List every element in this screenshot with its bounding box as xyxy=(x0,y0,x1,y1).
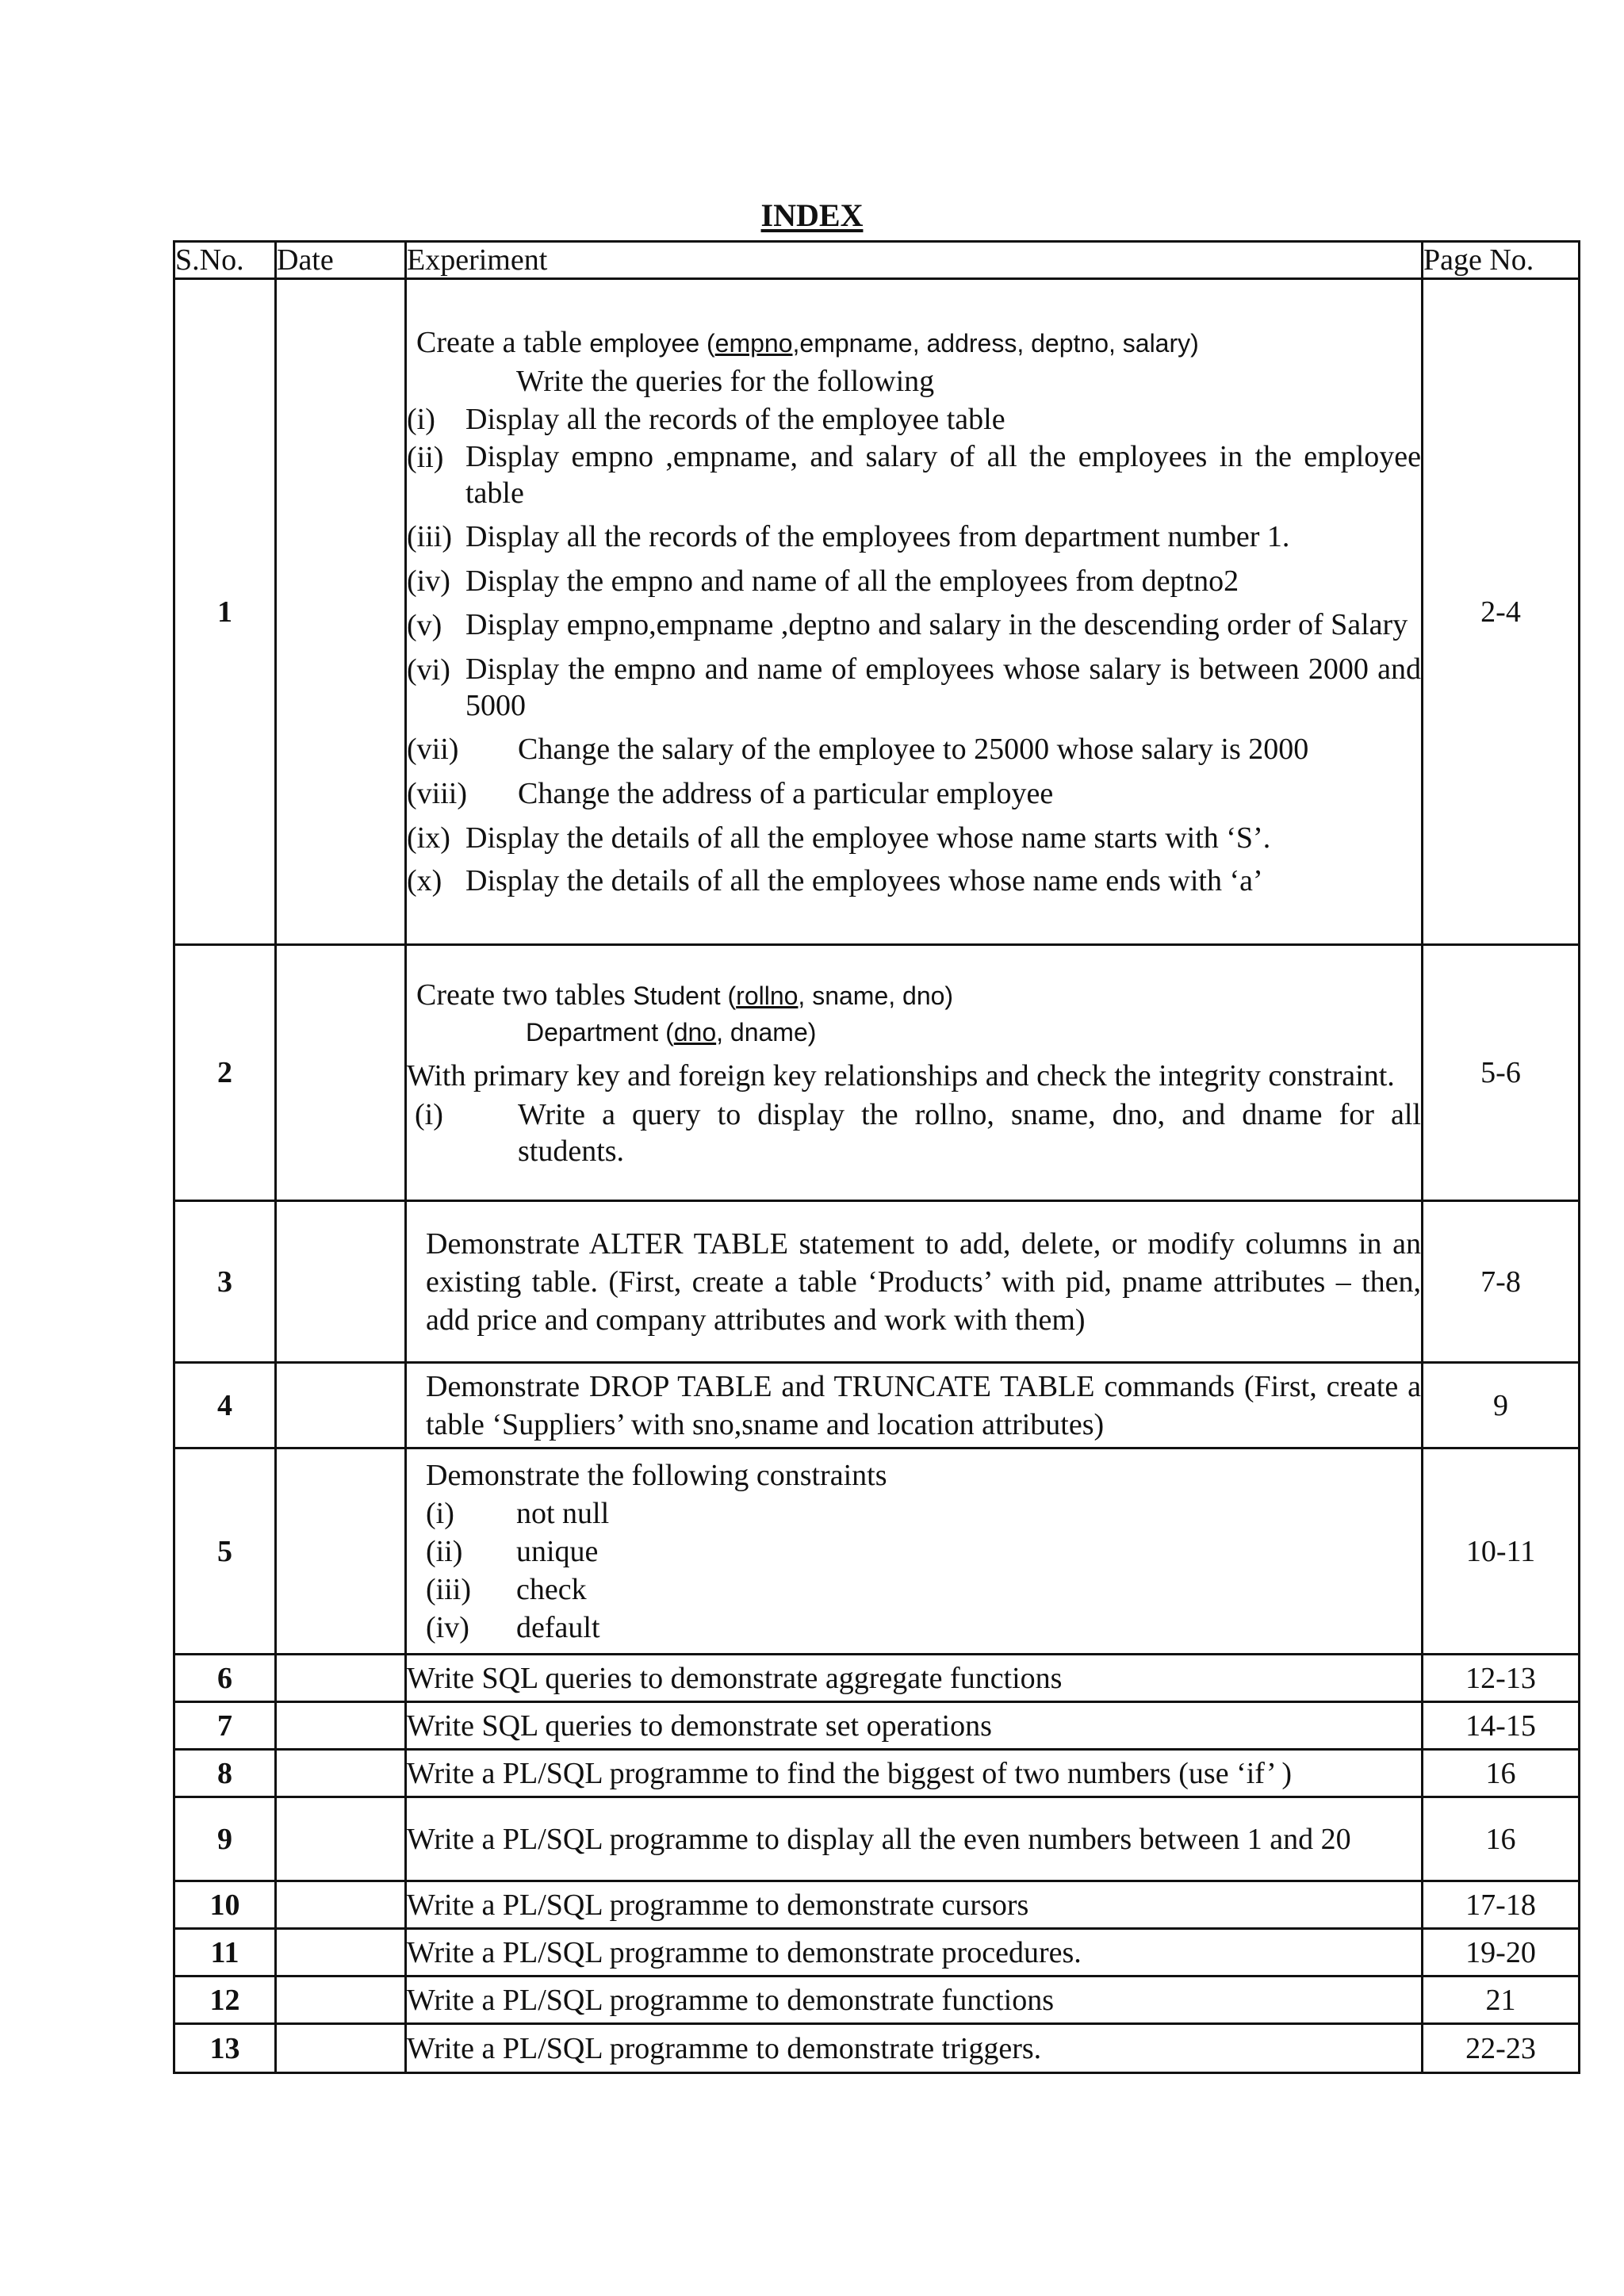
row-sno: 6 xyxy=(174,1655,276,1702)
row-experiment: Write a PL/SQL programme to display all the even numbers between 1 and 20 xyxy=(406,1797,1423,1881)
row-page-no: 19-20 xyxy=(1423,1929,1580,1976)
header-date: Date xyxy=(276,242,406,279)
query-item: (i) Write a query to display the rollno, sname, dno, and dname for all students. xyxy=(415,1097,1421,1168)
experiment-table-2: Department (dno, dname) xyxy=(526,1017,817,1047)
table-row xyxy=(174,945,1580,1201)
row-page-no: 5-6 xyxy=(1423,945,1580,1201)
row-sno: 1 xyxy=(174,279,276,945)
row-sno: 3 xyxy=(174,1201,276,1363)
index-table xyxy=(173,240,1580,2074)
row-date xyxy=(276,1797,406,1881)
query-item: (iv) Display the empno and name of all the employees from deptno2 xyxy=(407,564,1239,598)
experiment-intro-2: Write the queries for the following xyxy=(516,365,935,398)
experiment-text: With primary key and foreign key relationships and check the integrity constraint. xyxy=(407,1058,1395,1093)
table-row xyxy=(174,1881,1580,1929)
experiment-text: Demonstrate DROP TABLE and TRUNCATE TABLE commands (First, create a table ‘Suppliers’ with sno,sname and location attributes) xyxy=(426,1369,1421,1441)
row-experiment: Write a PL/SQL programme to find the biggest of two numbers (use ‘if’ ) xyxy=(406,1750,1423,1797)
row-sno: 12 xyxy=(174,1976,276,2024)
query-item: (ix) Display the details of all the employee whose name starts with ‘S’. xyxy=(407,821,1271,855)
table-row xyxy=(174,1448,1580,1655)
row-sno: 4 xyxy=(174,1363,276,1448)
row-date xyxy=(276,2024,406,2073)
table-row xyxy=(174,279,1580,945)
row-sno: 10 xyxy=(174,1881,276,1929)
row-experiment xyxy=(406,945,1423,1201)
row-sno: 2 xyxy=(174,945,276,1201)
header-row xyxy=(174,242,1580,279)
row-date xyxy=(276,1929,406,1976)
table-row xyxy=(174,1702,1580,1750)
row-sno: 7 xyxy=(174,1702,276,1750)
constraint-item: (iv) default xyxy=(426,1610,600,1644)
experiment-intro: Demonstrate the following constraints xyxy=(426,1458,887,1492)
constraint-item: (i) not null xyxy=(426,1496,610,1530)
row-page-no: 2-4 xyxy=(1423,279,1580,945)
table-row xyxy=(174,1797,1580,1881)
header-page-no: Page No. xyxy=(1423,242,1580,279)
row-page-no: 21 xyxy=(1423,1976,1580,2024)
row-page-no: 22-23 xyxy=(1423,2024,1580,2073)
row-sno: 11 xyxy=(174,1929,276,1976)
row-page-no: 16 xyxy=(1423,1750,1580,1797)
query-item: (v) Display empno,empname ,deptno and salary in the descending order of Salary xyxy=(407,608,1408,642)
experiment-intro: Create two tables Student (rollno, sname, dno) xyxy=(416,978,954,1012)
row-experiment: Write SQL queries to demonstrate set operations xyxy=(406,1702,1423,1750)
page-title: INDEX xyxy=(760,197,864,233)
table-row xyxy=(174,1976,1580,2024)
table-row xyxy=(174,1201,1580,1363)
row-experiment: Write SQL queries to demonstrate aggregate functions xyxy=(406,1655,1423,1702)
row-date xyxy=(276,279,406,945)
row-page-no: 16 xyxy=(1423,1797,1580,1881)
row-page-no: 9 xyxy=(1423,1363,1580,1448)
query-item: (i) Display all the records of the employee table xyxy=(407,403,1005,436)
row-page-no: 17-18 xyxy=(1423,1881,1580,1929)
header-sno: S.No. xyxy=(174,242,276,279)
row-experiment: Write a PL/SQL programme to demonstrate cursors xyxy=(406,1881,1423,1929)
row-experiment: Write a PL/SQL programme to demonstrate functions xyxy=(406,1976,1423,2024)
experiment-text: Demonstrate ALTER TABLE statement to add, delete, or modify columns in an existing table. (First, create a table ‘Products’ with pid, pname attributes – then, add price and company attributes and work with them) xyxy=(426,1226,1421,1337)
query-item: (ii) Display empno ,empname, and salary of all the employees in the employee table xyxy=(407,440,1421,510)
constraint-item: (iii) check xyxy=(426,1572,587,1606)
table-row xyxy=(174,1655,1580,1702)
experiment-intro: Create a table employee (empno,empname, address, deptno, salary) xyxy=(416,326,1199,359)
table-row xyxy=(174,1363,1580,1448)
row-date xyxy=(276,1655,406,1702)
table-row xyxy=(174,1750,1580,1797)
row-page-no: 7-8 xyxy=(1423,1201,1580,1363)
constraint-item: (ii) unique xyxy=(426,1534,599,1568)
row-date xyxy=(276,945,406,1201)
row-date xyxy=(276,1750,406,1797)
row-experiment: Write a PL/SQL programme to demonstrate procedures. xyxy=(406,1929,1423,1976)
row-experiment xyxy=(406,279,1423,945)
row-date xyxy=(276,1976,406,2024)
row-experiment xyxy=(406,1363,1423,1448)
table-row xyxy=(174,1929,1580,1976)
header-experiment: Experiment xyxy=(406,242,1423,279)
row-sno: 13 xyxy=(174,2024,276,2073)
row-experiment: Write a PL/SQL programme to demonstrate triggers. xyxy=(406,2024,1423,2073)
row-sno: 8 xyxy=(174,1750,276,1797)
query-item: (iii) Display all the records of the employees from department number 1. xyxy=(407,520,1290,553)
query-item: (vii) Change the salary of the employee to 25000 whose salary is 2000 xyxy=(407,733,1309,766)
row-date xyxy=(276,1201,406,1363)
row-date xyxy=(276,1881,406,1929)
row-experiment xyxy=(406,1448,1423,1655)
row-sno: 5 xyxy=(174,1448,276,1655)
row-page-no: 12-13 xyxy=(1423,1655,1580,1702)
row-date xyxy=(276,1702,406,1750)
row-experiment xyxy=(406,1201,1423,1363)
row-page-no: 14-15 xyxy=(1423,1702,1580,1750)
table-row xyxy=(174,2024,1580,2073)
row-sno: 9 xyxy=(174,1797,276,1881)
query-item: (vi) Display the empno and name of employees whose salary is between 2000 and 5000 xyxy=(407,652,1421,722)
row-date xyxy=(276,1448,406,1655)
query-item: (x) Display the details of all the employees whose name ends with ‘a’ xyxy=(407,864,1263,897)
query-item: (viii) Change the address of a particular employee xyxy=(407,777,1054,810)
row-page-no: 10-11 xyxy=(1423,1448,1580,1655)
row-date xyxy=(276,1363,406,1448)
